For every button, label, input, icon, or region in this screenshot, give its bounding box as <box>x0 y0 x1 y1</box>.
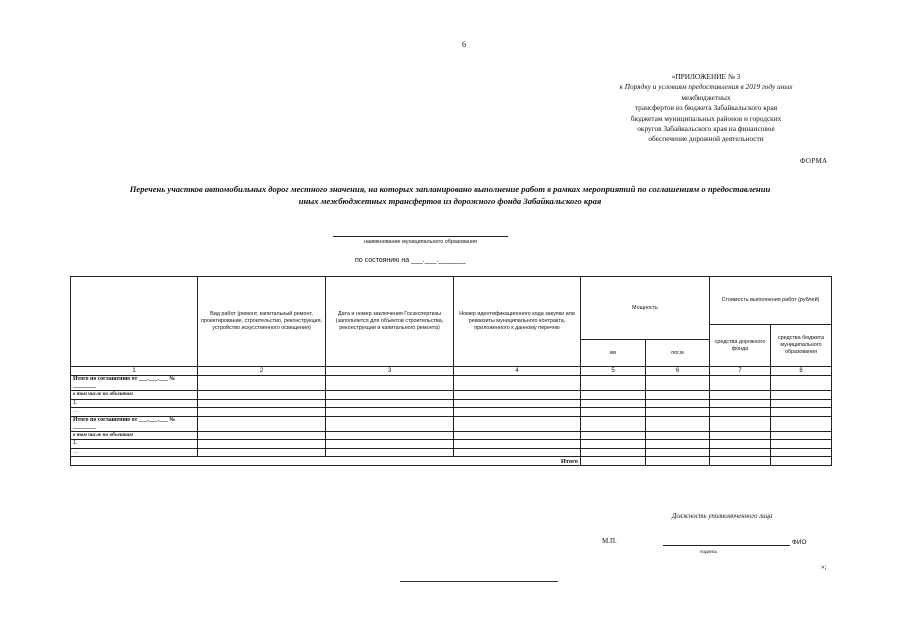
document-title-line-1: Перечень участков автомобильных дорог местного значения, на которых запланировано выполнение работ в рамках мероприятий по соглашениям о предоставлении <box>129 184 771 194</box>
column-number: 3 <box>326 367 454 376</box>
column-number: 5 <box>581 367 646 376</box>
signature-line <box>663 545 790 546</box>
appendix-line: межбюджетных <box>681 92 731 102</box>
municipality-name-line <box>333 236 508 237</box>
appendix-line: обеспечение дорожной деятельности <box>648 134 764 144</box>
bottom-separator-line <box>400 581 558 582</box>
seal-place-label: М.П. <box>602 537 617 545</box>
municipality-caption: наименование муниципального образования <box>364 239 477 245</box>
header-capacity: Мощность <box>581 277 710 340</box>
row-number: 1. <box>71 440 198 449</box>
table-row <box>71 391 832 400</box>
form-label: ФОРМА <box>800 157 828 165</box>
grand-total-label: Итого <box>71 457 581 466</box>
as-of-date: по состоянию на ___.___._______ <box>355 257 466 264</box>
table-row <box>71 408 832 417</box>
agreement-total-label: Итого по соглашению от ___.___.___ № ________ <box>71 416 198 431</box>
header-work-type: Вид работ (ремонт, капитальный ремонт, проектирование, строительство, реконструкция, устройство искусственного освещения) <box>198 277 326 367</box>
column-numbers-row <box>71 367 832 376</box>
table-row <box>71 440 832 449</box>
table-row <box>71 431 832 440</box>
closing-quote-mark: »; <box>821 563 827 571</box>
row-ellipsis: … <box>71 448 198 457</box>
column-number: 8 <box>771 367 832 376</box>
header-procurement-code: Номер идентификационного кода закупки или реквизиты муниципального контракта, приложенного к данному перечню <box>454 277 581 367</box>
row-ellipsis: … <box>71 408 198 417</box>
column-number: 2 <box>198 367 326 376</box>
column-number: 6 <box>646 367 710 376</box>
road-sections-table <box>70 276 832 466</box>
row-number: 1. <box>71 399 198 408</box>
header-pm: пог.м <box>646 340 710 367</box>
appendix-line: округов Забайкальского края на финансовое <box>637 124 775 134</box>
column-number: 1 <box>71 367 198 376</box>
appendix-line: трансфертов из бюджета Забайкальского края <box>634 103 778 113</box>
header-cost: Стоимость выполнения работ (рублей) <box>710 277 832 325</box>
appendix-line-italic: к Порядку и условиям предоставления в 2019 году иных <box>619 82 793 92</box>
appendix-title: «ПРИЛОЖЕНИЕ № 3 <box>671 72 741 81</box>
column-number: 4 <box>454 367 581 376</box>
header-col-1 <box>71 277 198 367</box>
grand-total-row <box>71 457 832 466</box>
header-expertise: Дата и номер заключения Госэкспертизы (заполняется для объектов строительства, реконструкции и капитального ремонта) <box>326 277 454 367</box>
header-km: км <box>581 340 646 367</box>
official-position-label: Должность уполномоченного лица <box>672 513 773 520</box>
appendix-line: бюджетам муниципальных районов и городских <box>630 113 782 123</box>
column-number: 7 <box>710 367 771 376</box>
header-row <box>71 277 832 325</box>
document-title-line-2: иных межбюджетных трансфертов из дорожного фонда Забайкальского края <box>298 196 602 206</box>
table-row <box>71 376 832 391</box>
header-muni-budget: средства бюджета муниципального образования <box>771 325 832 367</box>
header-road-fund: средства дорожного фонда <box>710 325 771 367</box>
including-objects-label: в том числе по объектам <box>71 431 198 440</box>
signature-caption: подпись <box>700 549 718 554</box>
agreement-total-label: Итого по соглашению от ___.___.___ № ________ <box>71 376 198 391</box>
table-row <box>71 399 832 408</box>
table-row <box>71 416 832 431</box>
document-title <box>60 183 840 207</box>
table-row <box>71 448 832 457</box>
full-name-label: ФИО <box>792 539 807 546</box>
including-objects-label: в том числе по объектам <box>71 391 198 400</box>
page-number: 6 <box>462 40 466 49</box>
appendix-block <box>586 72 826 145</box>
